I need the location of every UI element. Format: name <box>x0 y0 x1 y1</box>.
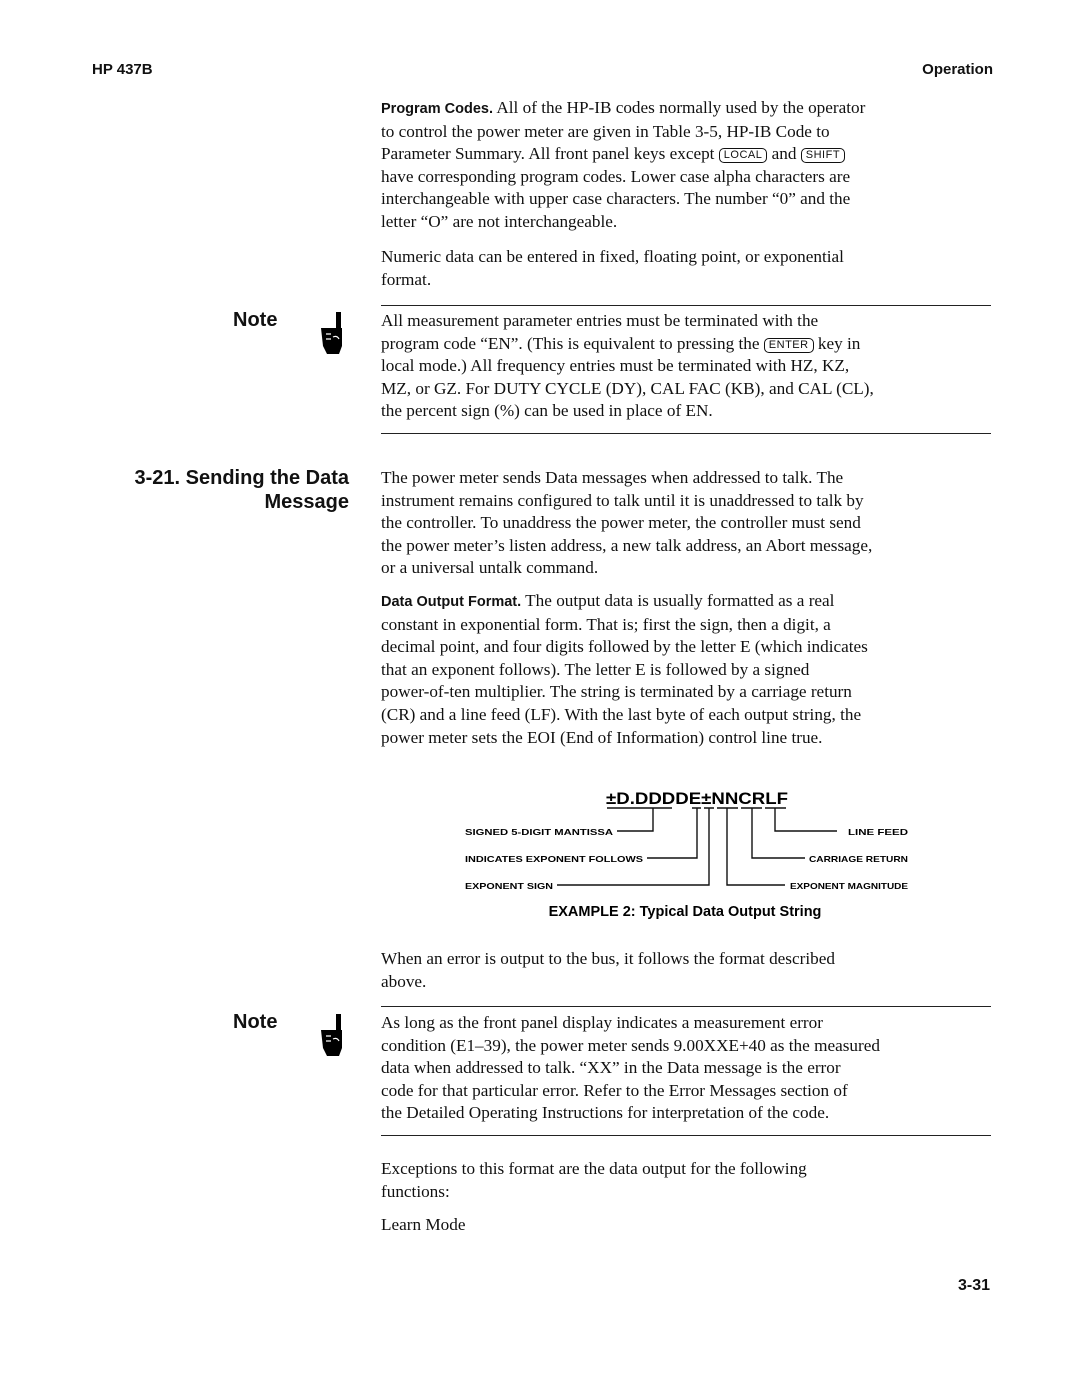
text-line: functions: <box>381 1181 450 1201</box>
text-line: the controller. To unaddress the power meter, the controller must send <box>381 513 861 533</box>
label-line-feed: LINE FEED <box>848 827 908 837</box>
text-line: power meter sets the EOI (End of Information) control line true. <box>381 727 823 747</box>
data-output-lead: Data Output Format. <box>381 594 522 610</box>
header-model: HP 437B <box>92 61 153 78</box>
text-line: letter “O” are not interchangeable. <box>381 211 618 231</box>
label-carriage-return: CARRIAGE RETURN <box>809 854 908 864</box>
text-line: the Detailed Operating Instructions for interpretation of the code. <box>381 1103 830 1123</box>
learn-mode-item: Learn Mode <box>381 1215 466 1234</box>
note-label: Note <box>233 309 278 331</box>
section-title-line: 3-21. Sending the Data <box>134 467 349 489</box>
text-line: MZ, or GZ. For DUTY CYCLE (DY), CAL FAC (KB), and CAL (CL), <box>381 378 874 398</box>
text-line: program code “EN”. (This is equivalent to pressing the <box>381 333 760 353</box>
text-line: have corresponding program codes. Lower case alpha characters are <box>381 166 851 186</box>
text-line: and <box>771 144 797 164</box>
divider <box>381 1135 991 1136</box>
text-line: data when addressed to talk. “XX” in the Data message is the error <box>381 1058 841 1078</box>
note-2 <box>381 1012 996 1125</box>
text-line: decimal point, and four digits followed by the letter E (which indicates <box>381 637 868 657</box>
text-line: power-of-ten multiplier. The string is terminated by a carriage return <box>381 682 852 702</box>
text-line: format. <box>381 269 432 289</box>
text-line: constant in exponential form. That is; first the sign, then a digit, a <box>381 614 831 634</box>
text-line: or a universal untalk command. <box>381 558 599 578</box>
text-line: to control the power meter are given in Table 3-5, HP-IB Code to <box>381 121 830 141</box>
shift-key: SHIFT <box>801 148 845 163</box>
divider <box>381 1006 991 1007</box>
example-caption: EXAMPLE 2: Typical Data Output String <box>548 904 822 920</box>
diagram-connectors <box>557 808 837 885</box>
text-line: All measurement parameter entries must be terminated with the <box>381 311 819 330</box>
label-exponent-magnitude: EXPONENT MAGNITUDE <box>790 881 909 891</box>
pointing-hand-icon <box>318 1012 348 1057</box>
text-line: Exceptions to this format are the data output for the following <box>381 1159 807 1178</box>
text-line: condition (E1–39), the power meter sends 9.00XXE+40 as the measured <box>381 1035 880 1055</box>
text-line: the percent sign (%) can be used in place of EN. <box>381 401 713 421</box>
text-line: When an error is output to the bus, it follows the format described <box>381 949 835 968</box>
text-line: instrument remains configured to talk until it is unaddressed to talk by <box>381 490 864 510</box>
format-string: ±D.DDDDE±NNCRLF <box>606 789 788 808</box>
text-line: the power meter’s listen address, a new talk address, an Abort message, <box>381 535 873 555</box>
exceptions-paragraph <box>381 1158 996 1203</box>
enter-key: ENTER <box>764 338 814 353</box>
text-line: Parameter Summary. All front panel keys except <box>381 144 715 164</box>
header-section: Operation <box>922 61 993 78</box>
error-paragraph <box>381 948 996 993</box>
text-line: key in <box>817 333 861 353</box>
text-line: that an exponent follows). The letter E is followed by a signed <box>381 659 810 679</box>
text-line: local mode.) All frequency entries must be terminated with HZ, KZ, <box>381 356 850 376</box>
text-line: The power meter sends Data messages when addressed to talk. The <box>381 468 844 487</box>
program-codes-lead: Program Codes. <box>381 101 493 117</box>
section-title-line: Message <box>264 491 349 513</box>
text-line: code for that particular error. Refer to the Error Messages section of <box>381 1080 848 1100</box>
text-line: Numeric data can be entered in fixed, floating point, or exponential <box>381 247 844 266</box>
local-key: LOCAL <box>719 148 768 163</box>
label-mantissa: SIGNED 5-DIGIT MANTISSA <box>465 827 613 837</box>
text-line: above. <box>381 971 427 991</box>
note-label: Note <box>233 1011 278 1033</box>
text-line: interchangeable with upper case characters. The number “0” and the <box>381 189 851 209</box>
page-number: 3-31 <box>957 1277 990 1294</box>
label-exponent-follows: INDICATES EXPONENT FOLLOWS <box>465 854 644 864</box>
text-line: All of the HP-IB codes normally used by the operator <box>496 98 866 117</box>
label-exponent-sign: EXPONENT SIGN <box>465 881 553 891</box>
text-line: (CR) and a line feed (LF). With the last byte of each output string, the <box>381 704 862 724</box>
text-line: The output data is usually formatted as a real <box>525 591 835 610</box>
text-line: As long as the front panel display indicates a measurement error <box>381 1013 823 1032</box>
